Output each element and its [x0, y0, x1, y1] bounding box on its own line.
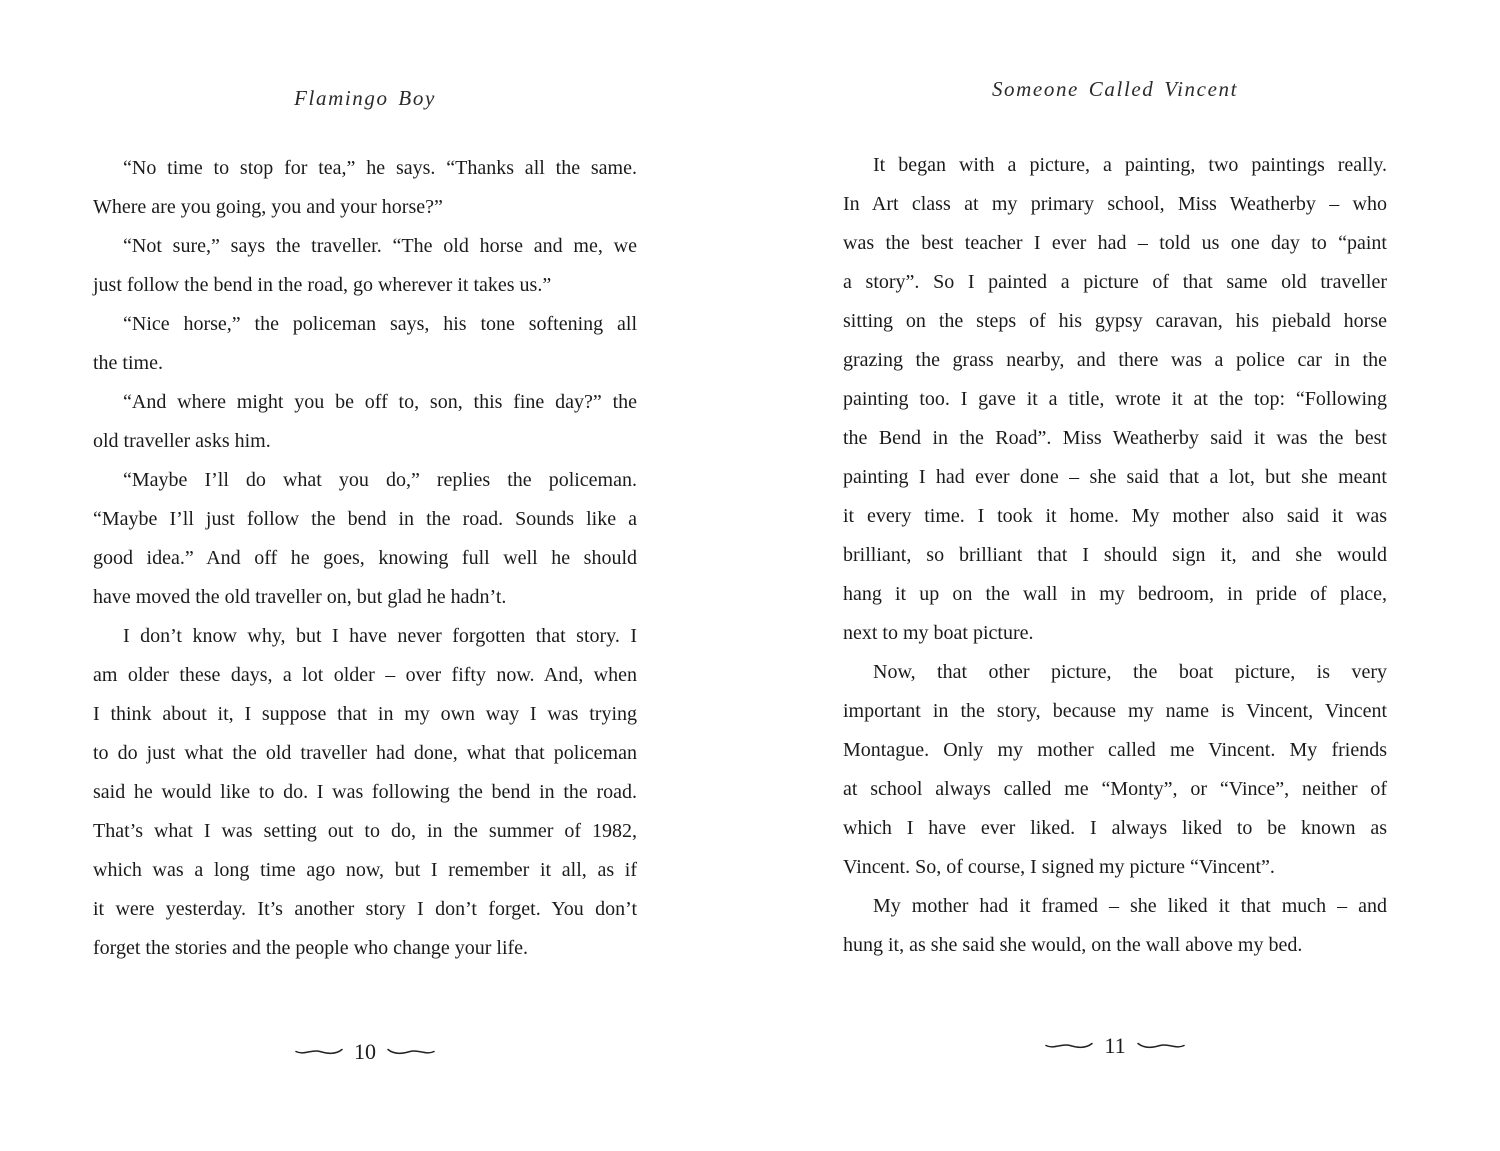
page-footer [93, 1039, 637, 1065]
paragraph [843, 653, 1387, 887]
text-line: which I have ever liked. I always liked to be known as [843, 817, 1387, 839]
flourish-left-icon [295, 1046, 343, 1058]
text-line: the time. [93, 352, 163, 374]
paragraph [843, 146, 1387, 653]
text-line: important in the story, because my name is Vincent, Vincent [843, 700, 1387, 722]
paragraph [93, 461, 637, 617]
right-page [843, 0, 1387, 1151]
paragraph [93, 305, 637, 383]
text-line: old traveller asks him. [93, 430, 271, 452]
body-text [93, 149, 637, 968]
text-line: It began with a picture, a painting, two paintings really. [873, 154, 1387, 176]
text-line: “No time to stop for tea,” he says. “Thanks all the same. [123, 157, 637, 179]
text-line: Montague. Only my mother called me Vincent. My friends [843, 739, 1387, 761]
running-header: Someone Called Vincent [991, 77, 1239, 101]
text-line: forget the stories and the people who change your life. [93, 937, 529, 959]
page-footer [843, 1033, 1387, 1059]
text-line: the Bend in the Road”. Miss Weatherby said it was the best [843, 427, 1387, 449]
paragraph [843, 887, 1387, 965]
page-number: 10 [354, 1039, 376, 1064]
flourish-right-icon [1137, 1040, 1185, 1052]
text-line: was the best teacher I ever had – told us one day to “paint [843, 232, 1387, 254]
text-line: painting I had ever done – she said that a lot, but she meant [843, 466, 1387, 488]
text-line: Vincent. So, of course, I signed my picture “Vincent”. [843, 856, 1275, 878]
text-line: which was a long time ago now, but I remember it all, as if [93, 859, 637, 881]
text-line: said he would like to do. I was following the bend in the road. [93, 781, 637, 803]
text-line: brilliant, so brilliant that I should sign it, and she would [843, 544, 1387, 566]
text-line: hang it up on the wall in my bedroom, in pride of place, [843, 583, 1387, 605]
paragraph [93, 617, 637, 968]
text-line: hung it, as she said she would, on the wall above my bed. [843, 934, 1303, 956]
text-line: grazing the grass nearby, and there was a police car in the [843, 349, 1387, 371]
text-line: “And where might you be off to, son, this fine day?” the [123, 391, 637, 413]
flourish-left-icon [1045, 1040, 1093, 1052]
text-line: That’s what I was setting out to do, in the summer of 1982, [93, 820, 637, 842]
text-line: “Maybe I’ll just follow the bend in the road. Sounds like a [93, 508, 637, 530]
text-line: am older these days, a lot older – over fifty now. And, when [93, 664, 637, 686]
text-line: it were yesterday. It’s another story I don’t forget. You don’t [93, 898, 637, 920]
text-line: In Art class at my primary school, Miss Weatherby – who [843, 193, 1387, 215]
text-line: it every time. I took it home. My mother also said it was [843, 505, 1387, 527]
flourish-right-icon [387, 1046, 435, 1058]
body-text [843, 146, 1387, 965]
text-line: next to my boat picture. [843, 622, 1034, 644]
left-page [93, 0, 637, 1151]
text-line: painting too. I gave it a title, wrote it at the top: “Following [843, 388, 1387, 410]
paragraph [93, 227, 637, 305]
text-line: sitting on the steps of his gypsy caravan, his piebald horse [843, 310, 1387, 332]
text-line: I don’t know why, but I have never forgotten that story. I [123, 625, 637, 647]
text-line: Now, that other picture, the boat picture, is very [873, 661, 1387, 683]
text-line: “Not sure,” says the traveller. “The old horse and me, we [123, 235, 637, 257]
text-line: a story”. So I painted a picture of that same old traveller [843, 271, 1387, 293]
text-line: just follow the bend in the road, go wherever it takes us.” [93, 274, 552, 296]
text-line: to do just what the old traveller had done, what that policeman [93, 742, 637, 764]
text-line: My mother had it framed – she liked it that much – and [873, 895, 1387, 917]
page-number: 11 [1104, 1033, 1126, 1058]
text-line: have moved the old traveller on, but glad he hadn’t. [93, 586, 507, 608]
text-line: at school always called me “Monty”, or “Vince”, neither of [843, 778, 1387, 800]
text-line: good idea.” And off he goes, knowing full well he should [93, 547, 637, 569]
text-line: “Nice horse,” the policeman says, his tone softening all [123, 313, 637, 335]
text-line: Where are you going, you and your horse?” [93, 196, 443, 218]
text-line: I think about it, I suppose that in my own way I was trying [93, 703, 637, 725]
paragraph [93, 149, 637, 227]
text-line: “Maybe I’ll do what you do,” replies the policeman. [123, 469, 637, 491]
paragraph [93, 383, 637, 461]
running-header: Flamingo Boy [294, 86, 436, 110]
